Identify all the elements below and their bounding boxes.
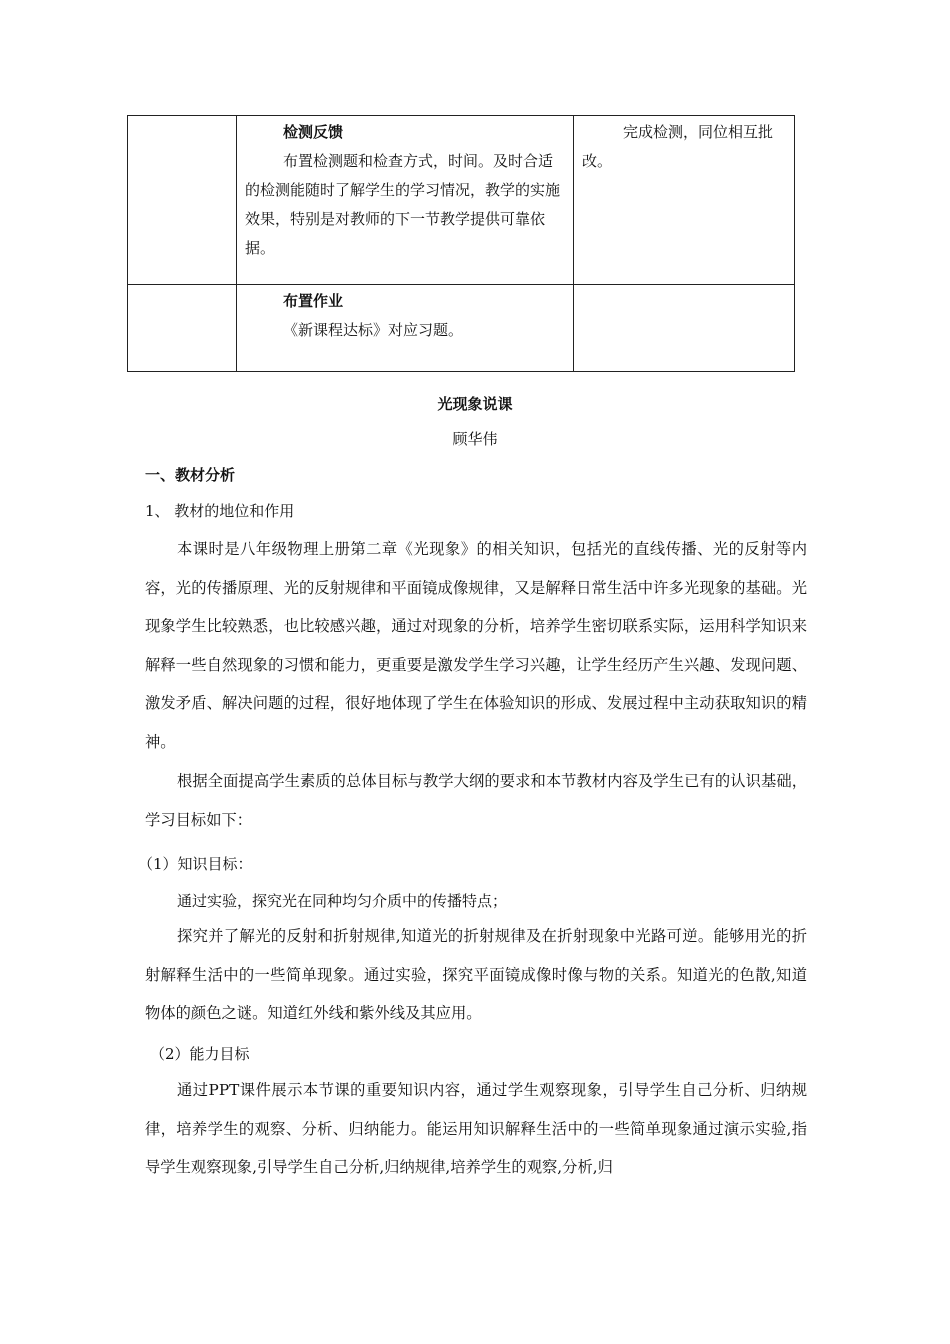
doc-title: 光现象说课 [437, 395, 513, 413]
feedback-content: 布置检测题和检查方式，时间。及时合适的检测能随时了解学生的学习情况，教学的实施效果，特别是对教师的下一节教学提供可靠依据。 [245, 152, 561, 257]
goal-knowledge-line: 通过实验，探究光在同种均匀介质中的传播特点； [177, 892, 508, 910]
table-row [128, 285, 795, 372]
doc-author: 顾华伟 [452, 430, 498, 448]
table-row [128, 116, 795, 285]
goal-ability-paragraph: 通过PPT课件展示本节课的重要知识内容，通过学生观察现象，引导学生自己分析、归纳规律，培养学生的观察、分析、归纳能力。能运用知识解释生活中的一些简单现象通过演示实验,指导学生观察现象,引导学生自己分析,归纳规律,培养学生的观察,分析,归 [145, 1081, 807, 1176]
section-heading: 一、教材分析 [145, 466, 236, 484]
table-cell-stage [128, 285, 237, 372]
paragraph-material-role: 本课时是八年级物理上册第二章《光现象》的相关知识，包括光的直线传播、光的反射等内容，光的传播原理、光的反射规律和平面镜成像规律，又是解释日常生活中许多光现象的基础。光现象学生比较熟悉，也比较感兴趣，通过对现象的分析，培养学生密切联系实际，运用科学知识来解释一些自然现象的习惯和能力，更重要是激发学生学习兴趣，让学生经历产生兴趣、发现问题、激发矛盾、解决问题的过程，很好地体现了学生在体验知识的形成、发展过程中主动获取知识的精神。 [145, 540, 807, 751]
paragraph-learning-goals: 根据全面提高学生素质的总体目标与教学大纲的要求和本节教材内容及学生已有的认识基础，学习目标如下： [145, 772, 807, 829]
goal-ability-heading: （2）能力目标 [150, 1045, 250, 1063]
subsection-heading: 1、 教材的地位和作用 [145, 502, 295, 520]
table-cell-teacher [237, 116, 574, 285]
homework-heading: 布置作业 [283, 292, 344, 310]
goal-knowledge-paragraph: 探究并了解光的反射和折射规律,知道光的折射规律及在折射现象中光路可逆。能够用光的折射解释生活中的一些简单现象。通过实验，探究平面镜成像时像与物的关系。知道光的色散,知道物体的颜色之谜。知道红外线和紫外线及其应用。 [145, 927, 807, 1022]
homework-content: 《新课程达标》对应习题。 [283, 321, 464, 339]
table-cell-stage [128, 116, 237, 285]
table-cell-student [574, 116, 795, 285]
student-activity: 完成检测，同位相互批改。 [582, 123, 774, 170]
feedback-heading: 检测反馈 [283, 123, 344, 141]
table-cell-student [574, 285, 795, 372]
table-cell-teacher [237, 285, 574, 372]
goal-knowledge-heading: （1）知识目标： [138, 855, 253, 873]
lesson-plan-table [127, 115, 795, 372]
